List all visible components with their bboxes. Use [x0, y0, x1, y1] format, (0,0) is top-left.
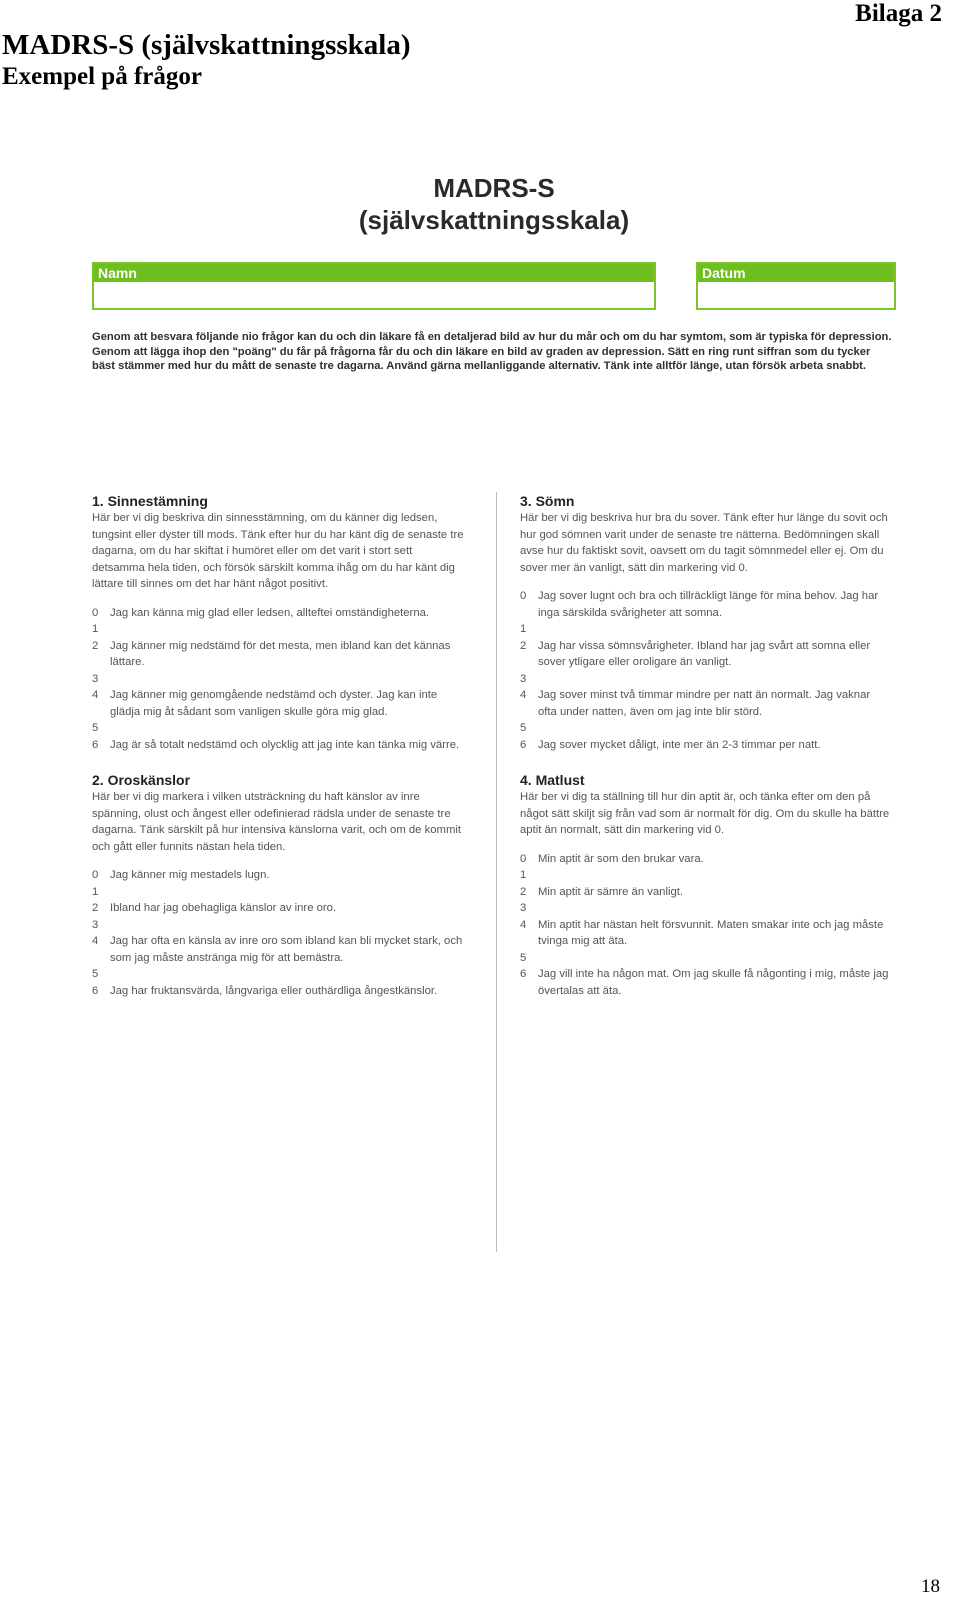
- question-4: [520, 771, 892, 999]
- option-score: 4: [520, 918, 527, 931]
- option-score: 0: [92, 869, 99, 881]
- option-score: 1: [92, 623, 99, 635]
- option-text: Ibland har jag obehagliga känslor av inre oro.: [110, 902, 337, 914]
- answer-option[interactable]: [92, 917, 464, 934]
- option-score: 0: [520, 852, 527, 865]
- answer-option[interactable]: [520, 900, 892, 917]
- option-score: 3: [92, 918, 99, 931]
- option-score: 5: [520, 722, 527, 734]
- option-text: [538, 621, 892, 638]
- form-title: [84, 172, 904, 236]
- form-title-line1: MADRS-S: [433, 173, 555, 203]
- answer-option[interactable]: [520, 737, 892, 754]
- answer-option[interactable]: [92, 638, 464, 671]
- option-text: [538, 671, 892, 688]
- option-score: 5: [520, 951, 527, 964]
- date-label: Datum: [698, 264, 894, 282]
- option-score: 5: [92, 968, 99, 980]
- question-title: 3. Sömn: [520, 493, 575, 509]
- option-score: 4: [520, 689, 527, 701]
- name-field[interactable]: [92, 262, 656, 310]
- option-text: Jag kan känna mig glad eller ledsen, allteftei omständigheterna.: [110, 606, 430, 619]
- question-1: [92, 492, 464, 753]
- answer-option[interactable]: [92, 983, 464, 1000]
- option-text: [110, 917, 464, 934]
- option-text: [110, 966, 464, 983]
- option-score: 5: [92, 722, 99, 734]
- option-score: 6: [92, 738, 99, 751]
- option-score: 4: [92, 935, 99, 947]
- option-score: 3: [520, 672, 527, 685]
- option-text: Jag sover minst två timmar mindre per natt än normalt. Jag vaknar ofta under natten, även om jag inte blir störd.: [538, 689, 871, 718]
- option-text: Jag vill inte ha någon mat. Om jag skulle få någonting i mig, måste jag övertalas att äta.: [538, 968, 889, 997]
- answer-option[interactable]: [520, 950, 892, 967]
- answer-option[interactable]: [520, 720, 892, 737]
- column-right: [520, 492, 892, 1017]
- question-text: Här ber vi dig beskriva hur bra du sover. Tänk efter hur länge du sovit och hur god sömnen varit under de senaste tre nätterna. Bedömningen skall avse hur du faktiskt sovit, oavsett om du tagit sömnmedel eller ej. Om du sover mer än vanligt, sätt din markering vid 0.: [520, 512, 888, 574]
- answer-option[interactable]: [520, 671, 892, 688]
- option-text: Jag har fruktansvärda, långvariga eller outhärdliga ångestkänslor.: [110, 984, 438, 997]
- question-title: 4. Matlust: [520, 772, 585, 788]
- option-score: 1: [520, 869, 527, 881]
- option-text: [110, 720, 464, 737]
- answer-option[interactable]: [520, 966, 892, 999]
- answer-option[interactable]: [92, 900, 464, 917]
- answer-option[interactable]: [92, 933, 464, 966]
- document-title: MADRS-S (självskattningsskala): [2, 29, 411, 61]
- answer-option[interactable]: [92, 884, 464, 901]
- option-score: 6: [520, 968, 527, 980]
- option-text: Jag har ofta en känsla av inre oro som ibland kan bli mycket stark, och som jag måste anstränga mig för att bemästra.: [110, 935, 463, 964]
- option-score: 1: [92, 885, 99, 898]
- answer-option[interactable]: [520, 917, 892, 950]
- answer-option[interactable]: [92, 605, 464, 622]
- option-text: [538, 867, 892, 884]
- answer-option[interactable]: [92, 867, 464, 884]
- option-text: [110, 621, 464, 638]
- answer-option[interactable]: [520, 867, 892, 884]
- answer-option[interactable]: [520, 588, 892, 621]
- option-score: 2: [520, 639, 527, 652]
- answer-option[interactable]: [92, 671, 464, 688]
- question-text: Här ber vi dig ta ställning till hur din aptit är, och tänka efter om den på något sätt skiljt sig från vad som är normalt för dig. Om du skulle ha bättre aptit än normalt, sätt din markering vid 0.: [520, 791, 890, 836]
- option-score: 2: [520, 885, 527, 898]
- answer-option[interactable]: [92, 737, 464, 754]
- answer-option[interactable]: [520, 851, 892, 868]
- form-title-line2: (självskattningsskala): [358, 205, 630, 235]
- scanned-form: [84, 150, 904, 1260]
- option-text: Jag sover mycket dåligt, inte mer än 2-3 timmar per natt.: [538, 738, 821, 751]
- option-score: 3: [520, 902, 527, 914]
- option-text: [538, 720, 892, 737]
- option-text: Jag känner mig mestadels lugn.: [110, 869, 270, 881]
- answer-option[interactable]: [520, 621, 892, 638]
- option-text: Jag sover lugnt och bra och tillräckligt länge för mina behov. Jag har inga särskilda svårigheter att somna.: [538, 590, 879, 619]
- option-text: Jag har vissa sömnsvårigheter. Ibland har jag svårt att somna eller sover ytligare eller oroligare än vanligt.: [538, 639, 871, 668]
- appendix-label: Bilaga 2: [855, 0, 942, 27]
- answer-option[interactable]: [92, 687, 464, 720]
- option-score: 2: [92, 902, 99, 914]
- answer-option[interactable]: [520, 884, 892, 901]
- question-title: 2. Oroskänslor: [92, 772, 191, 788]
- answer-option[interactable]: [92, 966, 464, 983]
- column-divider: [496, 492, 497, 1252]
- answer-option[interactable]: [92, 621, 464, 638]
- question-2: [92, 771, 464, 999]
- question-3: [520, 492, 892, 753]
- option-text: Jag känner mig nedstämd för det mesta, men ibland kan det kännas lättare.: [110, 639, 451, 668]
- question-text: Här ber vi dig markera i vilken utsträckning du haft känslor av inre spänning, olust och ångest eller odefinierad rädsla under de senaste tre dagarna. Tänk särskilt på hur intensiva känslorna varit, och om de kommit och gått eller funnits nästan hela tiden.: [92, 791, 461, 853]
- option-score: 0: [92, 606, 99, 619]
- option-score: 2: [92, 639, 99, 652]
- question-text: Här ber vi dig beskriva din sinnesstämning, om du känner dig ledsen, tungsint eller dyster till mods. Tänk efter hur du har känt dig de senaste tre dagarna, om du har skiftat i humöret eller om det varit i stort sett detsamma hela tiden, och försök särskilt komma ihåg om du har känt dig lättare till sinnes om det har hänt något positivt.: [92, 512, 464, 590]
- option-text: [110, 884, 464, 901]
- page-number: 18: [921, 1576, 940, 1597]
- answer-option[interactable]: [520, 638, 892, 671]
- option-text: Jag är så totalt nedstämd och olycklig att jag inte kan tänka mig värre.: [110, 738, 460, 751]
- question-title: 1. Sinnestämning: [92, 493, 208, 509]
- option-score: 6: [92, 984, 99, 997]
- option-text: [538, 900, 892, 917]
- option-score: 6: [520, 738, 527, 751]
- option-text: Min aptit är sämre än vanligt.: [538, 885, 684, 898]
- answer-option[interactable]: [520, 687, 892, 720]
- option-text: [538, 950, 892, 967]
- option-text: Jag känner mig genomgående nedstämd och dyster. Jag kan inte glädja mig åt sådant som vanligen skulle göra mig glad.: [110, 689, 438, 718]
- option-score: 1: [520, 623, 527, 635]
- option-score: 0: [520, 590, 527, 602]
- option-text: [110, 671, 464, 688]
- option-text: Min aptit är som den brukar vara.: [538, 852, 704, 865]
- form-instructions: Genom att besvara följande nio frågor kan du och din läkare få en detaljerad bild av hur du mår och om du har symtom, som är typiska för depression. Genom att lägga ihop den "poäng" du får på frågorna får du och din läkare en bild av graden av depression. Sätt en ring runt siffran som du tycker bäst stämmer med hur du mått de senaste tre dagarna. Använd gärna mellanliggande alternativ. Tänk inte alltför länge, utan försök arbeta snabbt.: [92, 331, 892, 372]
- option-text: Min aptit har nästan helt försvunnit. Maten smakar inte och jag måste tvinga mig att äta.: [538, 918, 884, 947]
- column-left: [92, 492, 464, 1017]
- date-field[interactable]: [696, 262, 896, 310]
- name-label: Namn: [94, 264, 654, 282]
- document-subtitle: Exempel på frågor: [2, 63, 202, 90]
- option-score: 3: [92, 672, 99, 685]
- answer-option[interactable]: [92, 720, 464, 737]
- option-score: 4: [92, 689, 99, 701]
